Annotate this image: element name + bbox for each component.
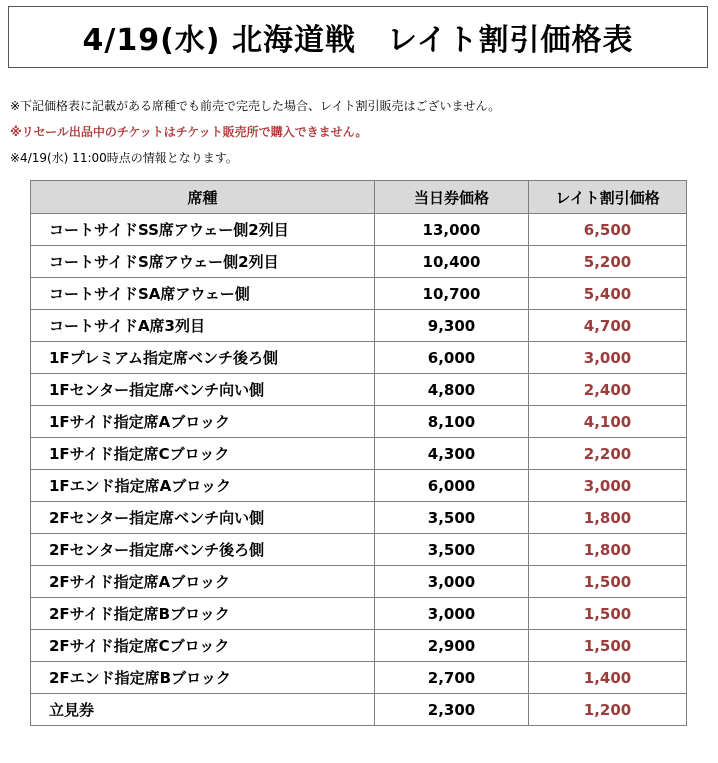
day-price-cell: 4,300 xyxy=(375,438,529,470)
late-price-cell: 4,100 xyxy=(529,406,687,438)
seat-type-cell: 2Fサイド指定席Aブロック xyxy=(31,566,375,598)
seat-type-cell: 2Fエンド指定席Bブロック xyxy=(31,662,375,694)
seat-type-cell: 立見券 xyxy=(31,694,375,726)
late-price-cell: 6,500 xyxy=(529,214,687,246)
day-price-cell: 6,000 xyxy=(375,470,529,502)
day-price-cell: 4,800 xyxy=(375,374,529,406)
seat-type-cell: 1Fサイド指定席Aブロック xyxy=(31,406,375,438)
table-row xyxy=(31,598,687,630)
table-row xyxy=(31,438,687,470)
day-price-cell: 8,100 xyxy=(375,406,529,438)
late-price-cell: 1,800 xyxy=(529,534,687,566)
late-price-cell: 1,500 xyxy=(529,566,687,598)
seat-type-cell: 2Fサイド指定席Bブロック xyxy=(31,598,375,630)
seat-type-cell: 1Fセンター指定席ベンチ向い側 xyxy=(31,374,375,406)
table-header-row xyxy=(31,181,687,214)
late-price-cell: 3,000 xyxy=(529,470,687,502)
table-row xyxy=(31,502,687,534)
table-row xyxy=(31,694,687,726)
day-price-cell: 3,000 xyxy=(375,566,529,598)
table-row xyxy=(31,470,687,502)
late-price-cell: 3,000 xyxy=(529,342,687,374)
table-row xyxy=(31,374,687,406)
seat-type-cell: 2Fセンター指定席ベンチ後ろ側 xyxy=(31,534,375,566)
day-price-cell: 10,700 xyxy=(375,278,529,310)
seat-type-cell: 2Fサイド指定席Cブロック xyxy=(31,630,375,662)
day-price-cell: 6,000 xyxy=(375,342,529,374)
day-price-cell: 2,700 xyxy=(375,662,529,694)
header-late-price: レイト割引価格 xyxy=(529,181,687,214)
notes xyxy=(10,96,710,174)
late-price-cell: 4,700 xyxy=(529,310,687,342)
table-row xyxy=(31,246,687,278)
day-price-cell: 2,900 xyxy=(375,630,529,662)
table-row xyxy=(31,534,687,566)
late-price-cell: 1,500 xyxy=(529,598,687,630)
note-line: ※下記価格表に記載がある席種でも前売で完売した場合、レイト割引販売はございません。 xyxy=(10,99,501,113)
table-row xyxy=(31,310,687,342)
day-price-cell: 3,500 xyxy=(375,502,529,534)
table-row xyxy=(31,278,687,310)
table-row xyxy=(31,214,687,246)
table-row xyxy=(31,342,687,374)
note-line: ※リセール出品中のチケットはチケット販売所で購入できません。 xyxy=(10,125,368,139)
day-price-cell: 3,500 xyxy=(375,534,529,566)
seat-type-cell: 2Fセンター指定席ベンチ向い側 xyxy=(31,502,375,534)
table-row xyxy=(31,662,687,694)
seat-type-cell: 1Fサイド指定席Cブロック xyxy=(31,438,375,470)
late-price-cell: 2,400 xyxy=(529,374,687,406)
seat-type-cell: コートサイドA席3列目 xyxy=(31,310,375,342)
late-price-cell: 1,200 xyxy=(529,694,687,726)
seat-type-cell: コートサイドSS席アウェー側2列目 xyxy=(31,214,375,246)
price-table xyxy=(30,180,687,726)
table-row xyxy=(31,566,687,598)
title-box xyxy=(8,6,708,68)
late-price-cell: 1,800 xyxy=(529,502,687,534)
seat-type-cell: 1Fプレミアム指定席ベンチ後ろ側 xyxy=(31,342,375,374)
seat-type-cell: コートサイドSA席アウェー側 xyxy=(31,278,375,310)
late-price-cell: 1,400 xyxy=(529,662,687,694)
day-price-cell: 3,000 xyxy=(375,598,529,630)
page-title: 4/19(水) 北海道戦 レイト割引価格表 xyxy=(82,23,634,58)
header-day-price: 当日券価格 xyxy=(375,181,529,214)
late-price-cell: 5,200 xyxy=(529,246,687,278)
late-price-cell: 5,400 xyxy=(529,278,687,310)
table-row xyxy=(31,630,687,662)
table-row xyxy=(31,406,687,438)
late-price-cell: 1,500 xyxy=(529,630,687,662)
day-price-cell: 13,000 xyxy=(375,214,529,246)
day-price-cell: 9,300 xyxy=(375,310,529,342)
header-seat-type: 席種 xyxy=(31,181,375,214)
seat-type-cell: コートサイドS席アウェー側2列目 xyxy=(31,246,375,278)
day-price-cell: 2,300 xyxy=(375,694,529,726)
note-line: ※4/19(水) 11:00時点の情報となります。 xyxy=(10,151,238,165)
day-price-cell: 10,400 xyxy=(375,246,529,278)
seat-type-cell: 1Fエンド指定席Aブロック xyxy=(31,470,375,502)
late-price-cell: 2,200 xyxy=(529,438,687,470)
